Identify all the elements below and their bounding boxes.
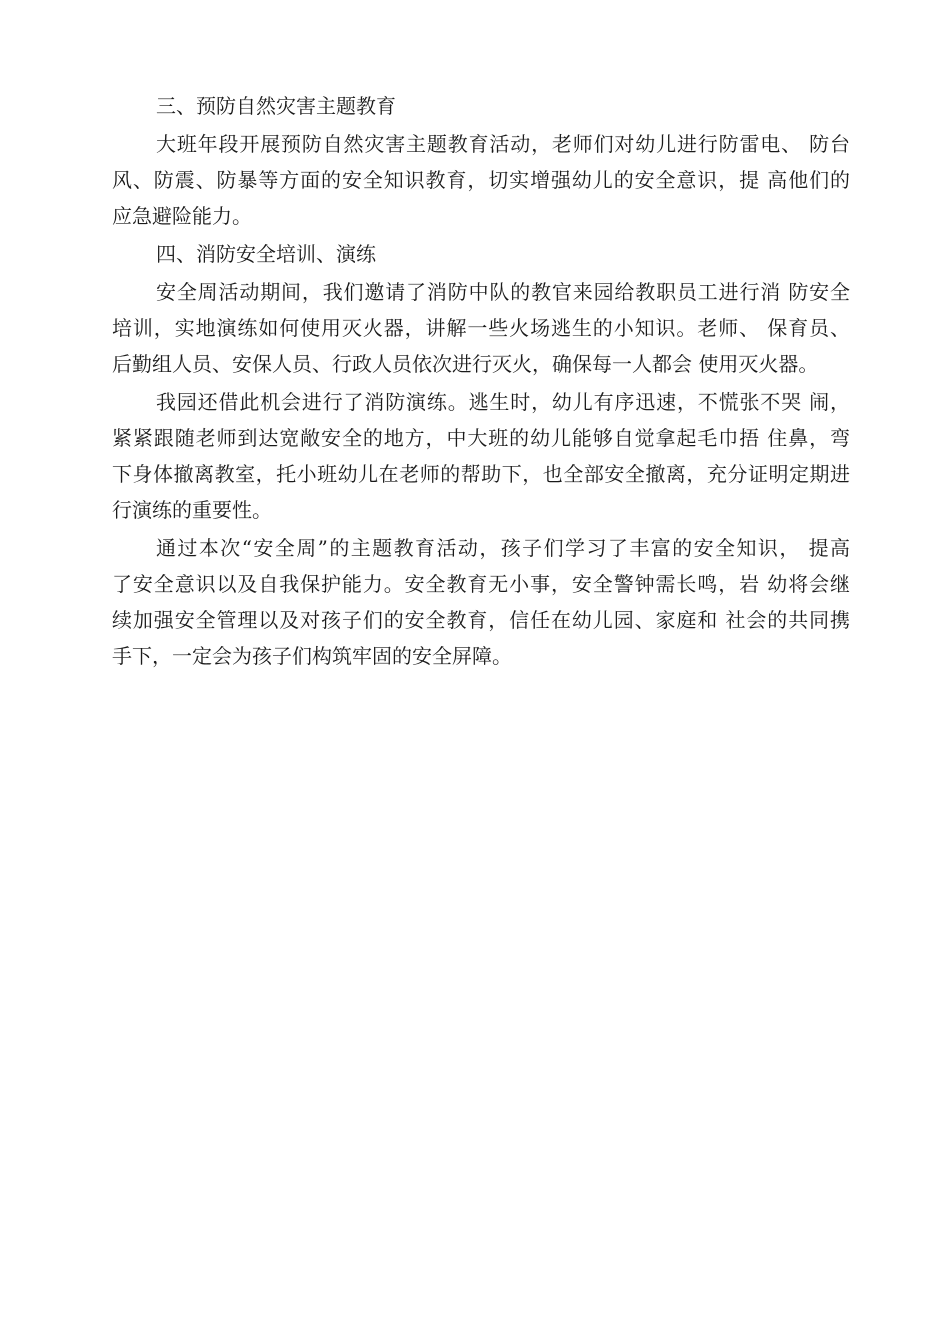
document-body — [112, 88, 850, 674]
paragraph-line: 安全周活动期间，我们邀请了消防中队的教官来园给教职员工进行消 防安全 — [156, 280, 850, 304]
paragraph-line: 大班年段开展预防自然灾害主题教育活动，老师们对幼儿进行防雷电、 防台 — [156, 132, 850, 156]
paragraph-line: 行演练的重要性。 — [112, 498, 272, 522]
paragraph-line: 手下，一定会为孩子们构筑牢固的安全屏障。 — [112, 644, 512, 668]
paragraph-conclusion — [112, 530, 850, 674]
paragraph-line: 我园还借此机会进行了消防演练。逃生时，幼儿有序迅速，不慌张不哭 闹， — [156, 390, 850, 414]
paragraph-fire-training — [112, 274, 850, 382]
paragraph-natural-disaster — [112, 126, 850, 234]
paragraph-line: 续加强安全管理以及对孩子们的安全教育，信任在幼儿园、家庭和 社会的共同携 — [112, 608, 850, 632]
section-heading-4: 四、消防安全培训、演练 — [156, 242, 376, 266]
paragraph-line: 后勤组人员、安保人员、行政人员依次进行灭火，确保每一人都会 使用灭火器。 — [112, 352, 819, 376]
section-heading-3: 三、预防自然灾害主题教育 — [156, 94, 396, 118]
paragraph-line: 了安全意识以及自我保护能力。安全教育无小事，安全警钟需长鸣，岩 幼将会继 — [112, 572, 850, 596]
paragraph-line: 通过本次“安全周”的主题教育活动，孩子们学习了丰富的安全知识， 提高 — [156, 536, 850, 560]
paragraph-fire-drill — [112, 384, 850, 528]
paragraph-line: 培训，实地演练如何使用灭火器，讲解一些火场逃生的小知识。老师、 保育员、 — [112, 316, 850, 340]
paragraph-line: 紧紧跟随老师到达宽敞安全的地方，中大班的幼儿能够自觉拿起毛巾捂 住鼻，弯 — [112, 426, 850, 450]
paragraph-line: 风、防震、防暴等方面的安全知识教育，切实增强幼儿的安全意识，提 高他们的 — [112, 168, 850, 192]
paragraph-line: 下身体撤离教室，托小班幼儿在老师的帮助下，也全部安全撤离，充分证明定期进 — [112, 462, 850, 486]
paragraph-line: 应急避险能力。 — [112, 204, 252, 228]
